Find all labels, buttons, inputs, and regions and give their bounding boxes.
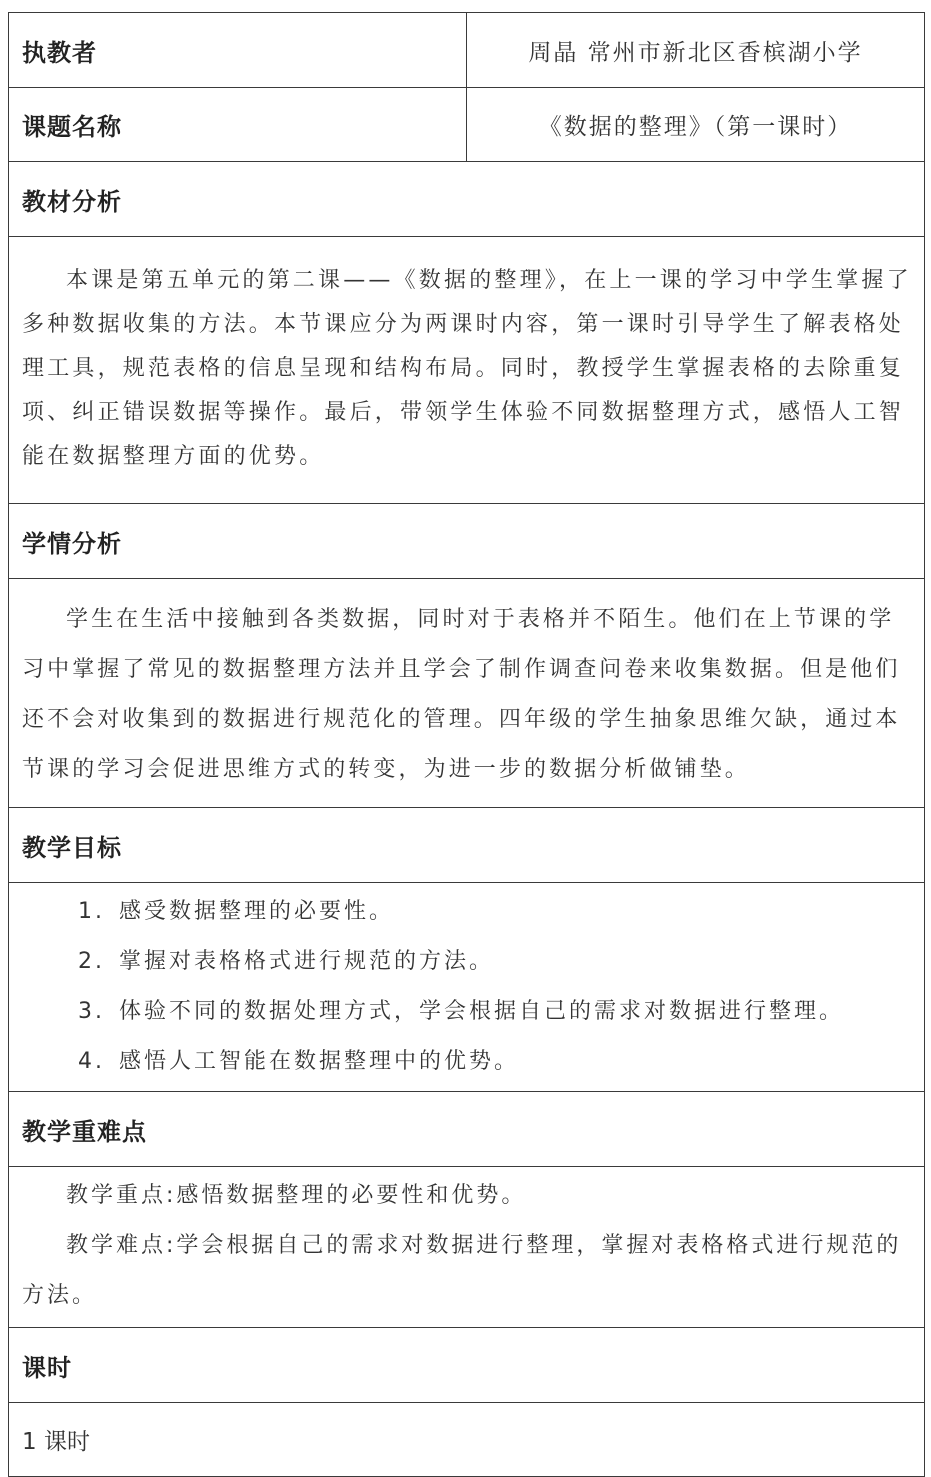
topic-value: 《数据的整理》（第一课时） — [467, 88, 925, 162]
hours-label: 课时 — [9, 1328, 925, 1403]
goal-number: 2. — [78, 949, 105, 974]
textbook-analysis-body-row — [9, 237, 925, 504]
goals-label: 教学目标 — [9, 808, 925, 883]
goal-text: 感悟人工智能在数据整理中的优势。 — [119, 1049, 520, 1074]
teaching-focus-text: 教学重点:感悟数据整理的必要性和优势。 — [66, 1183, 527, 1208]
hours-body-row — [9, 1403, 925, 1477]
goals-body-row — [9, 883, 925, 1092]
textbook-analysis-header-row — [9, 162, 925, 237]
goal-number: 1. — [78, 899, 105, 924]
teaching-difficulty-text: 教学难点:学会根据自己的需求对数据进行整理，掌握对表格格式进行规范的方法。 — [22, 1233, 902, 1308]
goal-text: 掌握对表格格式进行规范的方法。 — [119, 949, 495, 974]
teacher-value: 周晶 常州市新北区香槟湖小学 — [467, 13, 925, 88]
textbook-analysis-text: 本课是第五单元的第二课——《数据的整理》，在上一课的学习中学生掌握了多种数据收集的方法。本节课应分为两课时内容，第一课时引导学生了解表格处理工具，规范表格的信息呈现和结构布局。同时，教授学生掌握表格的去除重复项、纠正错误数据等操作。最后，带领学生体验不同数据整理方式，感悟人工智能在数据整理方面的优势。 — [22, 268, 912, 469]
key-points-body — [9, 1167, 925, 1328]
student-analysis-label: 学情分析 — [9, 504, 925, 579]
student-analysis-text: 学生在生活中接触到各类数据，同时对于表格并不陌生。他们在上节课的学习中掌握了常见的数据整理方法并且学会了制作调查问卷来收集数据。但是他们还不会对收集到的数据进行规范化的管理。四年级的学生抽象思维欠缺，通过本节课的学习会促进思维方式的转变，为进一步的数据分析做铺垫。 — [22, 607, 901, 782]
teacher-row — [9, 13, 925, 88]
hours-header-row — [9, 1328, 925, 1403]
textbook-analysis-label: 教材分析 — [9, 162, 925, 237]
goal-number: 4. — [78, 1049, 105, 1074]
textbook-analysis-body — [9, 237, 925, 504]
teacher-label: 执教者 — [9, 13, 467, 88]
goal-item — [9, 987, 924, 1037]
topic-label: 课题名称 — [9, 88, 467, 162]
student-analysis-body-row — [9, 579, 925, 808]
goal-item — [9, 937, 924, 987]
goal-item — [9, 887, 924, 937]
goal-text: 体验不同的数据处理方式，学会根据自己的需求对数据进行整理。 — [119, 999, 845, 1024]
key-points-label: 教学重难点 — [9, 1092, 925, 1167]
lesson-plan-page — [8, 12, 924, 1477]
lesson-plan-table — [8, 12, 925, 1477]
topic-row — [9, 88, 925, 162]
key-points-body-row — [9, 1167, 925, 1328]
goals-body — [9, 883, 925, 1092]
goal-item — [9, 1037, 924, 1087]
key-points-header-row — [9, 1092, 925, 1167]
goal-text: 感受数据整理的必要性。 — [119, 899, 395, 924]
goals-header-row — [9, 808, 925, 883]
student-analysis-header-row — [9, 504, 925, 579]
goal-number: 3. — [78, 999, 105, 1024]
student-analysis-body — [9, 579, 925, 808]
hours-value: 1 课时 — [9, 1403, 925, 1477]
